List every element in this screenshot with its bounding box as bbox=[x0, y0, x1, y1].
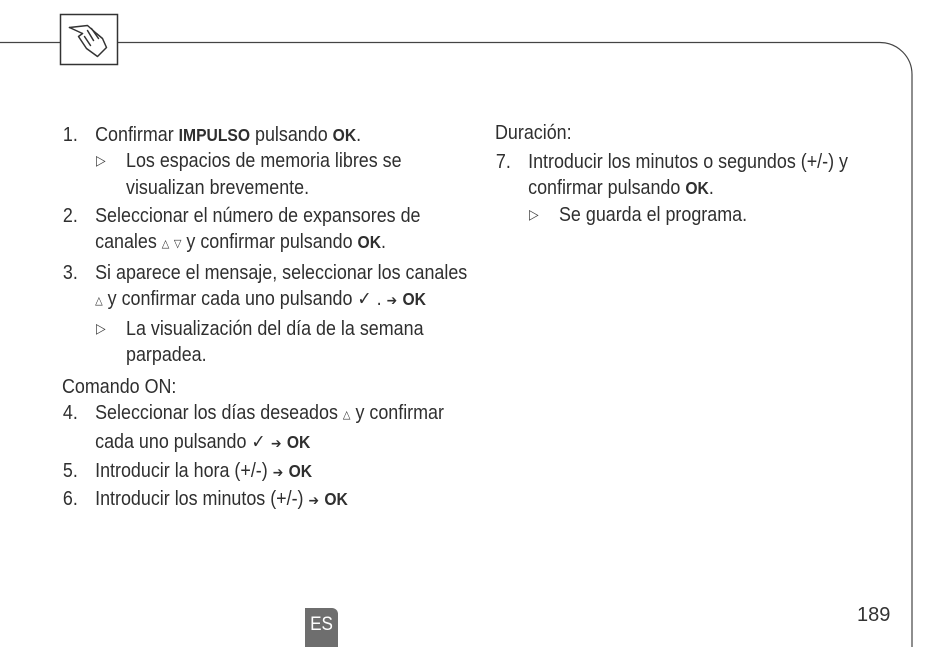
check-icon: ✓ bbox=[357, 288, 372, 311]
step-text bbox=[95, 458, 467, 486]
step-3 bbox=[62, 260, 467, 369]
step-text-part: y confirmar pulsando bbox=[181, 231, 358, 254]
arrow-right-icon: ➔ bbox=[308, 493, 320, 510]
key-label-ok: OK bbox=[288, 460, 313, 481]
triangle-up-icon: △ bbox=[342, 408, 351, 422]
step-number: 4. bbox=[62, 402, 78, 425]
arrow-right-icon: ➔ bbox=[272, 464, 284, 481]
result-text: visualizan brevemente. bbox=[125, 176, 310, 199]
result-bullet-icon: ▷ bbox=[96, 153, 106, 170]
step-text bbox=[528, 175, 848, 201]
step-7 bbox=[495, 149, 848, 228]
key-label-ok: OK bbox=[286, 432, 311, 453]
step-text-part: . bbox=[381, 231, 387, 254]
key-label-impulso: IMPULSO bbox=[178, 125, 251, 145]
page-number: 189 bbox=[857, 604, 891, 626]
step-text bbox=[95, 400, 467, 429]
step-1 bbox=[62, 122, 467, 201]
section-heading-duration: Duración: bbox=[495, 122, 572, 144]
result-text: Se guarda el programa. bbox=[558, 203, 748, 226]
result-text: Los espacios de memoria libres se bbox=[125, 150, 402, 173]
step-text-part: canales bbox=[95, 231, 162, 254]
triangle-up-icon: △ bbox=[95, 294, 103, 308]
step-text: Introducir los minutos o segundos (+/-) y bbox=[528, 150, 848, 173]
language-label: ES bbox=[310, 614, 333, 635]
step-number: 7. bbox=[495, 150, 511, 173]
step-text-part: y confirmar bbox=[350, 402, 444, 425]
result-text: parpadea. bbox=[125, 344, 207, 367]
step-text-part: . bbox=[356, 124, 362, 146]
step-text-part: Introducir los minutos (+/-) bbox=[95, 488, 309, 511]
key-label-ok: OK bbox=[685, 178, 709, 199]
step-text bbox=[95, 429, 467, 457]
step-number: 2. bbox=[62, 204, 78, 227]
left-column bbox=[62, 122, 467, 515]
arrow-right-icon: ➔ bbox=[270, 436, 282, 453]
step-text-part: Confirmar bbox=[95, 124, 179, 146]
right-column bbox=[495, 120, 848, 228]
step-text bbox=[95, 286, 467, 315]
key-label-ok: OK bbox=[357, 232, 382, 253]
step-number: 5. bbox=[62, 459, 78, 482]
step-text: Si aparece el mensaje, seleccionar los canales bbox=[95, 262, 468, 285]
step-text bbox=[95, 486, 467, 514]
step-6 bbox=[62, 486, 467, 514]
step-text-part: Introducir la hora (+/-) bbox=[95, 459, 273, 482]
step-text: Seleccionar el número de expansores de bbox=[95, 204, 421, 227]
step-text-part: confirmar pulsando bbox=[528, 177, 686, 200]
step-text-part: cada uno pulsando bbox=[95, 431, 252, 454]
step-text bbox=[95, 122, 467, 148]
section-icon-box bbox=[61, 15, 118, 65]
step-result bbox=[95, 316, 467, 369]
key-label-ok: OK bbox=[402, 289, 426, 310]
section-heading-on: Comando ON: bbox=[62, 375, 177, 398]
step-5 bbox=[62, 458, 467, 486]
step-number: 6. bbox=[62, 488, 78, 511]
step-text-part: . bbox=[371, 288, 387, 311]
result-bullet-icon: ▷ bbox=[96, 320, 106, 337]
arrow-right-icon: ➔ bbox=[386, 293, 398, 310]
key-label-ok: OK bbox=[332, 125, 357, 145]
step-2 bbox=[62, 203, 467, 259]
step-result bbox=[528, 202, 848, 228]
key-label-ok: OK bbox=[324, 489, 348, 510]
step-text bbox=[95, 229, 467, 258]
step-text-part: y confirmar cada uno pulsando bbox=[102, 288, 358, 311]
step-number: 3. bbox=[62, 262, 78, 285]
step-4 bbox=[62, 400, 467, 458]
check-icon: ✓ bbox=[251, 431, 266, 454]
step-text-part: pulsando bbox=[250, 124, 333, 146]
result-bullet-icon: ▷ bbox=[529, 206, 539, 223]
step-result bbox=[95, 148, 467, 201]
language-tab bbox=[305, 608, 338, 647]
triangle-up-icon: △ bbox=[161, 237, 170, 251]
triangle-down-icon: ▽ bbox=[173, 237, 182, 251]
result-text: La visualización del día de la semana bbox=[125, 317, 424, 340]
step-number: 1. bbox=[62, 124, 78, 146]
step-text-part: . bbox=[708, 177, 714, 200]
step-text-part: Seleccionar los días deseados bbox=[95, 402, 343, 425]
